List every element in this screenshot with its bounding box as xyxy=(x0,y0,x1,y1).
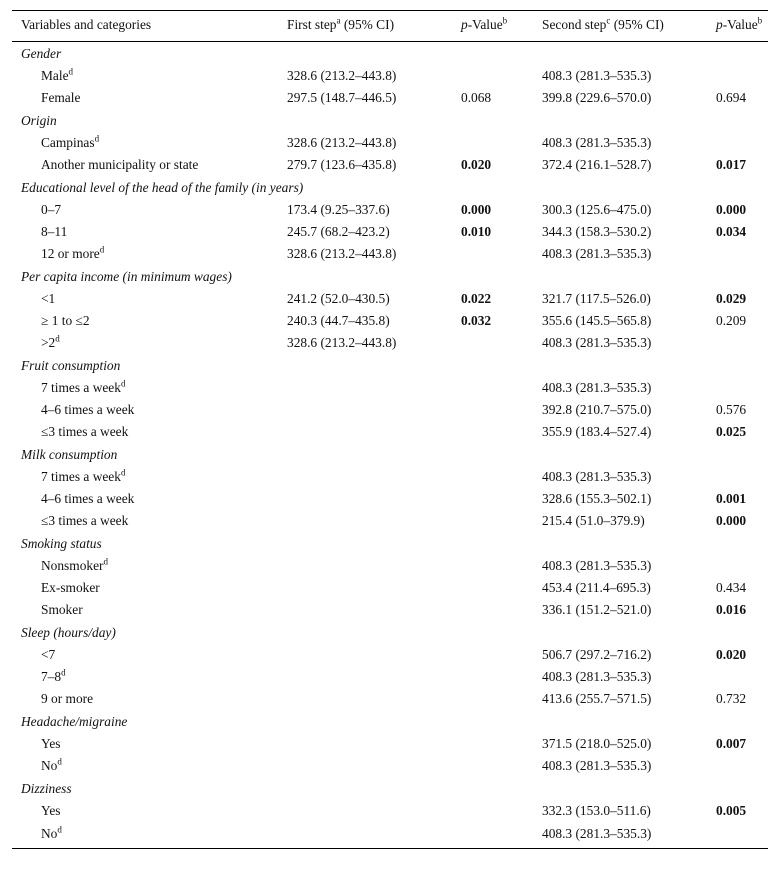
row-label: Smoker xyxy=(41,602,83,617)
row-label: 0–7 xyxy=(41,202,62,217)
first-step-p-value xyxy=(461,510,542,532)
header-p-value-1 xyxy=(461,11,542,42)
second-step-p-value: 0.209 xyxy=(716,313,747,328)
header-first-step-ci: (95% CI) xyxy=(340,17,395,32)
second-step-value: 453.4 (211.4–695.3) xyxy=(542,580,651,595)
row-label: ≤3 times a week xyxy=(41,513,129,528)
row-label-cell xyxy=(12,154,287,176)
row-label-cell xyxy=(12,87,287,109)
table-row xyxy=(12,822,768,849)
header-first-step-sup: a xyxy=(336,15,341,26)
second-step-p-value: 0.007 xyxy=(716,736,747,751)
row-label: Campinas xyxy=(41,135,95,150)
row-label: 7–8 xyxy=(41,669,62,684)
row-label-cell xyxy=(12,466,287,488)
second-step-p-value: 0.732 xyxy=(716,691,747,706)
category-label: Per capita income (in minimum wages) xyxy=(21,268,232,284)
row-label-cell xyxy=(12,199,287,221)
row-label-cell xyxy=(12,243,287,265)
second-step-value: 408.3 (281.3–535.3) xyxy=(542,335,652,350)
second-step-value: 355.6 (145.5–565.8) xyxy=(542,313,652,328)
row-label: 4–6 times a week xyxy=(41,402,135,417)
category-label: Origin xyxy=(21,112,57,128)
first-step-p-value xyxy=(461,688,542,710)
row-label: Male xyxy=(41,68,69,83)
first-step-value: 241.2 (52.0–430.5) xyxy=(287,291,390,306)
row-label: >2 xyxy=(41,335,56,350)
second-step-p-value: 0.434 xyxy=(716,580,747,595)
row-label-cell xyxy=(12,800,287,822)
row-label-cell xyxy=(12,65,287,87)
category-row xyxy=(12,443,768,466)
second-step-value: 344.3 (158.3–530.2) xyxy=(542,224,652,239)
header-p1-italic: p xyxy=(461,17,468,32)
category-row xyxy=(12,109,768,132)
first-step-value xyxy=(287,510,461,532)
second-step-p-value: 0.020 xyxy=(716,647,747,662)
second-step-p-value xyxy=(716,822,768,849)
first-step-p-value xyxy=(461,599,542,621)
row-label: Female xyxy=(41,90,81,105)
first-step-value xyxy=(287,488,461,510)
first-step-p-value: 0.022 xyxy=(461,291,492,306)
first-step-p-value xyxy=(461,577,542,599)
second-step-p-value xyxy=(716,332,768,354)
row-label-cell xyxy=(12,599,287,621)
category-row xyxy=(12,42,768,66)
second-step-value: 336.1 (151.2–521.0) xyxy=(542,602,652,617)
second-step-p-value: 0.576 xyxy=(716,402,747,417)
second-step-value: 408.3 (281.3–535.3) xyxy=(542,469,652,484)
table-container xyxy=(12,10,768,849)
second-step-value: 328.6 (155.3–502.1) xyxy=(542,491,652,506)
header-second-step-sup: c xyxy=(606,15,611,26)
second-step-p-value xyxy=(716,755,768,777)
row-label-cell xyxy=(12,221,287,243)
first-step-value xyxy=(287,666,461,688)
first-step-p-value: 0.000 xyxy=(461,202,492,217)
first-step-p-value xyxy=(461,488,542,510)
row-label: <7 xyxy=(41,647,56,662)
row-label-cell xyxy=(12,577,287,599)
table-row xyxy=(12,221,768,243)
table-row xyxy=(12,644,768,666)
second-step-value: 408.3 (281.3–535.3) xyxy=(542,558,652,573)
reference-marker: d xyxy=(120,378,126,389)
second-step-p-value: 0.025 xyxy=(716,424,747,439)
second-step-value: 408.3 (281.3–535.3) xyxy=(542,246,652,261)
second-step-value: 408.3 (281.3–535.3) xyxy=(542,669,652,684)
row-label-cell xyxy=(12,399,287,421)
header-p2-italic: p xyxy=(716,17,723,32)
second-step-p-value: 0.034 xyxy=(716,224,747,239)
table-header xyxy=(12,11,768,42)
row-label-cell xyxy=(12,332,287,354)
second-step-value: 408.3 (281.3–535.3) xyxy=(542,380,652,395)
table-row xyxy=(12,666,768,688)
second-step-value: 506.7 (297.2–716.2) xyxy=(542,647,652,662)
table-row xyxy=(12,87,768,109)
row-label: No xyxy=(41,826,58,841)
first-step-value xyxy=(287,822,461,849)
row-label: Ex-smoker xyxy=(41,580,100,595)
header-second-step-label: Second step xyxy=(542,17,607,32)
first-step-value xyxy=(287,377,461,399)
second-step-value: 413.6 (255.7–571.5) xyxy=(542,691,652,706)
first-step-value xyxy=(287,599,461,621)
first-step-p-value xyxy=(461,733,542,755)
category-row xyxy=(12,265,768,288)
first-step-p-value: 0.068 xyxy=(461,90,492,105)
second-step-p-value xyxy=(716,466,768,488)
reference-marker: d xyxy=(94,133,100,144)
first-step-p-value xyxy=(461,332,542,354)
row-label: No xyxy=(41,758,58,773)
table-row xyxy=(12,65,768,87)
second-step-value: 372.4 (216.1–528.7) xyxy=(542,157,652,172)
row-label: Nonsmoker xyxy=(41,558,104,573)
header-p-value-2 xyxy=(716,11,768,42)
second-step-p-value xyxy=(716,666,768,688)
second-step-value: 408.3 (281.3–535.3) xyxy=(542,68,652,83)
table-row xyxy=(12,199,768,221)
category-label: Sleep (hours/day) xyxy=(21,624,116,640)
first-step-value xyxy=(287,800,461,822)
second-step-value: 408.3 (281.3–535.3) xyxy=(542,758,652,773)
second-step-p-value: 0.000 xyxy=(716,513,747,528)
category-label: Dizziness xyxy=(21,780,72,796)
table-row xyxy=(12,488,768,510)
row-label: Yes xyxy=(41,803,61,818)
first-step-value xyxy=(287,421,461,443)
first-step-value: 173.4 (9.25–337.6) xyxy=(287,202,390,217)
first-step-p-value: 0.032 xyxy=(461,313,492,328)
first-step-p-value xyxy=(461,666,542,688)
table-row xyxy=(12,243,768,265)
header-variables xyxy=(12,11,287,42)
table-row xyxy=(12,688,768,710)
row-label-cell xyxy=(12,377,287,399)
header-second-step-ci: (95% CI) xyxy=(610,17,664,32)
table-row xyxy=(12,466,768,488)
table-row xyxy=(12,288,768,310)
reference-marker: d xyxy=(99,244,105,255)
second-step-p-value: 0.000 xyxy=(716,202,747,217)
row-label: 9 or more xyxy=(41,691,94,706)
category-row xyxy=(12,532,768,555)
first-step-p-value xyxy=(461,800,542,822)
first-step-value: 240.3 (44.7–435.8) xyxy=(287,313,390,328)
reference-marker: d xyxy=(57,756,62,767)
row-label-cell xyxy=(12,421,287,443)
first-step-p-value xyxy=(461,822,542,849)
row-label-cell xyxy=(12,755,287,777)
second-step-value: 300.3 (125.6–475.0) xyxy=(542,202,652,217)
second-step-p-value: 0.017 xyxy=(716,157,747,172)
category-label: Gender xyxy=(21,45,62,61)
table-row xyxy=(12,510,768,532)
table-row xyxy=(12,599,768,621)
first-step-value xyxy=(287,733,461,755)
category-row xyxy=(12,621,768,644)
first-step-value: 245.7 (68.2–423.2) xyxy=(287,224,390,239)
reference-marker: d xyxy=(55,333,60,344)
table-row xyxy=(12,154,768,176)
first-step-p-value xyxy=(461,132,542,154)
first-step-value xyxy=(287,688,461,710)
second-step-p-value xyxy=(716,132,768,154)
first-step-value xyxy=(287,466,461,488)
first-step-p-value xyxy=(461,377,542,399)
table-row xyxy=(12,577,768,599)
reference-marker: d xyxy=(103,556,108,567)
second-step-value: 321.7 (117.5–526.0) xyxy=(542,291,651,306)
first-step-value xyxy=(287,644,461,666)
row-label-cell xyxy=(12,666,287,688)
row-label: ≤3 times a week xyxy=(41,424,129,439)
first-step-p-value: 0.020 xyxy=(461,157,492,172)
reference-marker: d xyxy=(68,66,74,77)
header-second-step xyxy=(542,11,716,42)
row-label: Yes xyxy=(41,736,61,751)
category-row xyxy=(12,176,768,199)
first-step-p-value xyxy=(461,243,542,265)
row-label-cell xyxy=(12,644,287,666)
header-row xyxy=(12,11,768,42)
first-step-p-value xyxy=(461,755,542,777)
first-step-value xyxy=(287,555,461,577)
first-step-value xyxy=(287,755,461,777)
second-step-value: 399.8 (229.6–570.0) xyxy=(542,90,652,105)
row-label-cell xyxy=(12,555,287,577)
second-step-value: 332.3 (153.0–511.6) xyxy=(542,803,651,818)
row-label-cell xyxy=(12,288,287,310)
second-step-p-value: 0.694 xyxy=(716,90,747,105)
reference-marker: d xyxy=(120,467,126,478)
table-body xyxy=(12,42,768,849)
first-step-value: 328.6 (213.2–443.8) xyxy=(287,68,397,83)
first-step-value: 328.6 (213.2–443.8) xyxy=(287,246,397,261)
row-label: Another municipality or state xyxy=(41,157,199,172)
row-label: 7 times a week xyxy=(41,469,121,484)
second-step-p-value: 0.016 xyxy=(716,602,747,617)
second-step-p-value: 0.001 xyxy=(716,491,747,506)
reference-marker: d xyxy=(61,667,66,678)
second-step-value: 371.5 (218.0–525.0) xyxy=(542,736,652,751)
table-row xyxy=(12,399,768,421)
table-row xyxy=(12,132,768,154)
table-row xyxy=(12,377,768,399)
row-label: 8–11 xyxy=(41,224,68,239)
table-row xyxy=(12,800,768,822)
row-label: 4–6 times a week xyxy=(41,491,135,506)
header-p2-rest: -Value xyxy=(722,17,758,32)
first-step-value: 328.6 (213.2–443.8) xyxy=(287,135,397,150)
row-label-cell xyxy=(12,822,287,849)
reference-marker: d xyxy=(57,824,62,835)
first-step-value: 328.6 (213.2–443.8) xyxy=(287,335,397,350)
header-p2-sup: b xyxy=(757,15,763,26)
row-label-cell xyxy=(12,132,287,154)
second-step-value: 355.9 (183.4–527.4) xyxy=(542,424,652,439)
second-step-value: 392.8 (210.7–575.0) xyxy=(542,402,652,417)
second-step-value: 408.3 (281.3–535.3) xyxy=(542,135,652,150)
row-label-cell xyxy=(12,510,287,532)
row-label: 7 times a week xyxy=(41,380,121,395)
category-label: Smoking status xyxy=(21,535,102,551)
category-label: Headache/migraine xyxy=(21,713,128,729)
table-row xyxy=(12,555,768,577)
row-label: 12 or more xyxy=(41,246,100,261)
second-step-p-value xyxy=(716,65,768,87)
table-row xyxy=(12,421,768,443)
row-label-cell xyxy=(12,488,287,510)
category-row xyxy=(12,777,768,800)
row-label: <1 xyxy=(41,291,56,306)
second-step-p-value xyxy=(716,377,768,399)
second-step-value: 215.4 (51.0–379.9) xyxy=(542,513,645,528)
first-step-p-value xyxy=(461,466,542,488)
row-label-cell xyxy=(12,310,287,332)
first-step-value xyxy=(287,577,461,599)
first-step-p-value: 0.010 xyxy=(461,224,492,239)
category-row xyxy=(12,354,768,377)
second-step-value: 408.3 (281.3–535.3) xyxy=(542,822,716,849)
category-label: Fruit consumption xyxy=(21,357,121,373)
first-step-p-value xyxy=(461,399,542,421)
header-first-step xyxy=(287,11,461,42)
row-label-cell xyxy=(12,733,287,755)
table-row xyxy=(12,310,768,332)
header-first-step-label: First step xyxy=(287,17,337,32)
category-label: Educational level of the head of the family (in years) xyxy=(21,179,304,195)
table-row xyxy=(12,332,768,354)
second-step-p-value: 0.005 xyxy=(716,803,747,818)
table-row xyxy=(12,733,768,755)
header-p1-sup: b xyxy=(502,15,508,26)
first-step-value xyxy=(287,399,461,421)
first-step-value: 297.5 (148.7–446.5) xyxy=(287,90,397,105)
category-row xyxy=(12,710,768,733)
header-p1-rest: -Value xyxy=(467,17,503,32)
regression-table xyxy=(12,10,768,849)
first-step-p-value xyxy=(461,65,542,87)
row-label-cell xyxy=(12,688,287,710)
second-step-p-value xyxy=(716,555,768,577)
first-step-p-value xyxy=(461,644,542,666)
row-label: ≥ 1 to ≤2 xyxy=(41,313,90,328)
first-step-value: 279.7 (123.6–435.8) xyxy=(287,157,397,172)
first-step-p-value xyxy=(461,421,542,443)
header-variables-label: Variables and categories xyxy=(21,17,152,32)
second-step-p-value: 0.029 xyxy=(716,291,747,306)
category-label: Milk consumption xyxy=(21,446,118,462)
table-row xyxy=(12,755,768,777)
second-step-p-value xyxy=(716,243,768,265)
first-step-p-value xyxy=(461,555,542,577)
